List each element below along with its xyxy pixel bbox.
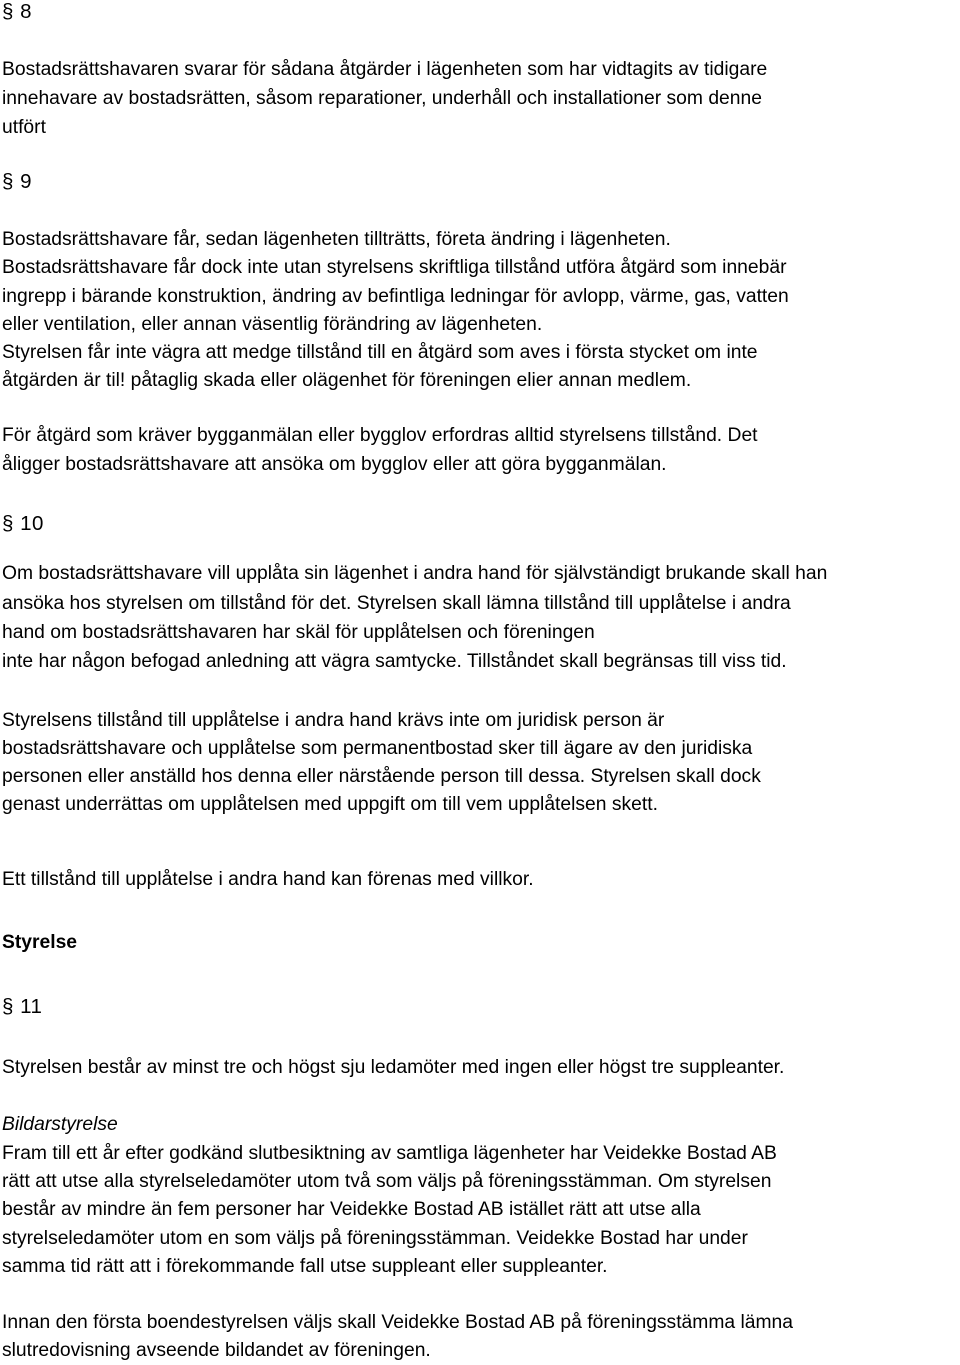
bildarstyrelse-line-5: samma tid rätt att i förekommande fall utse suppleant eller suppleanter. bbox=[2, 1256, 608, 1277]
section-11-text: Styrelsen består av minst tre och högst sju ledamöter med ingen eller högst tre suppleanter. bbox=[2, 1057, 785, 1078]
section-9-p2-line-2: åligger bostadsrättshavare att ansöka om bygglov eller att göra bygganmälan. bbox=[2, 454, 667, 475]
section-10-p2-line-4: genast underrättas om upplåtelsen med uppgift om till vem upplåtelsen skett. bbox=[2, 794, 658, 815]
section-9-line-1: Bostadsrättshavare får, sedan lägenheten tillträtts, företa ändring i lägenheten. bbox=[2, 229, 671, 250]
bildarstyrelse-closing-line-2: slutredovisning avseende bildandet av föreningen. bbox=[2, 1340, 431, 1361]
section-10-p1-line-2: ansöka hos styrelsen om tillstånd för det. Styrelsen skall lämna tillstånd till upplåtelse i andra bbox=[2, 593, 791, 614]
section-9-line-3: ingrepp i bärande konstruktion, ändring av befintliga ledningar för avlopp, värme, gas, vatten bbox=[2, 286, 789, 307]
section-10-p1-line-3: hand om bostadsrättshavaren har skäl för upplåtelsen och föreningen bbox=[2, 622, 595, 643]
section-11-heading: § 11 bbox=[2, 995, 43, 1018]
section-9-line-5: Styrelsen får inte vägra att medge tillstånd till en åtgärd som aves i första stycket om inte bbox=[2, 342, 758, 363]
section-9-line-2: Bostadsrättshavare får dock inte utan styrelsens skriftliga tillstånd utföra åtgärd som innebär bbox=[2, 257, 787, 278]
section-10-p1-line-1: Om bostadsrättshavare vill upplåta sin lägenhet i andra hand för självständigt brukande skall han bbox=[2, 563, 828, 584]
bildarstyrelse-heading: Bildarstyrelse bbox=[2, 1114, 118, 1135]
section-9-heading: § 9 bbox=[2, 170, 32, 193]
styrelse-heading: Styrelse bbox=[2, 932, 78, 953]
bildarstyrelse-line-3: består av mindre än fem personer har Veidekke Bostad AB istället rätt att utse alla bbox=[2, 1199, 701, 1220]
section-10-p2-line-3: personen eller anställd hos denna eller närstående person till dessa. Styrelsen skall dock bbox=[2, 766, 761, 787]
section-8-line-1: Bostadsrättshavaren svarar för sådana åtgärder i lägenheten som har vidtagits av tidigare bbox=[2, 59, 768, 80]
bildarstyrelse-line-1: Fram till ett år efter godkänd slutbesiktning av samtliga lägenheter har Veidekke Bostad AB bbox=[2, 1143, 777, 1164]
section-10-p3: Ett tillstånd till upplåtelse i andra hand kan förenas med villkor. bbox=[2, 869, 534, 890]
section-10-p2-line-1: Styrelsens tillstånd till upplåtelse i andra hand krävs inte om juridisk person är bbox=[2, 710, 665, 731]
section-8-line-2: innehavare av bostadsrätten, såsom reparationer, underhåll och installationer som denne bbox=[2, 88, 762, 109]
section-9-line-6: åtgärden är til! påtaglig skada eller olägenhet för föreningen elier annan medlem. bbox=[2, 370, 692, 391]
bildarstyrelse-closing-line-1: Innan den första boendestyrelsen väljs skall Veidekke Bostad AB på föreningsstämma lämna bbox=[2, 1312, 793, 1333]
section-10-heading: § 10 bbox=[2, 512, 44, 535]
section-10-p2-line-2: bostadsrättshavare och upplåtelse som permanentbostad sker till ägare av den juridiska bbox=[2, 738, 753, 759]
section-10-p1-line-4: inte har någon befogad anledning att vägra samtycke. Tillståndet skall begränsas till viss tid. bbox=[2, 651, 787, 672]
section-9-p2-line-1: För åtgärd som kräver bygganmälan eller bygglov erfordras alltid styrelsens tillstånd. Det bbox=[2, 425, 758, 446]
bildarstyrelse-line-4: styrelseledamöter utom en som väljs på föreningsstämman. Veidekke Bostad har under bbox=[2, 1228, 748, 1249]
section-8-line-3: utfört bbox=[2, 117, 46, 138]
bildarstyrelse-line-2: rätt att utse alla styrelseledamöter utom två som väljs på föreningsstämman. Om styrelsen bbox=[2, 1171, 772, 1192]
section-8-heading: § 8 bbox=[2, 0, 32, 23]
section-9-line-4: eller ventilation, eller annan väsentlig förändring av lägenheten. bbox=[2, 314, 543, 335]
